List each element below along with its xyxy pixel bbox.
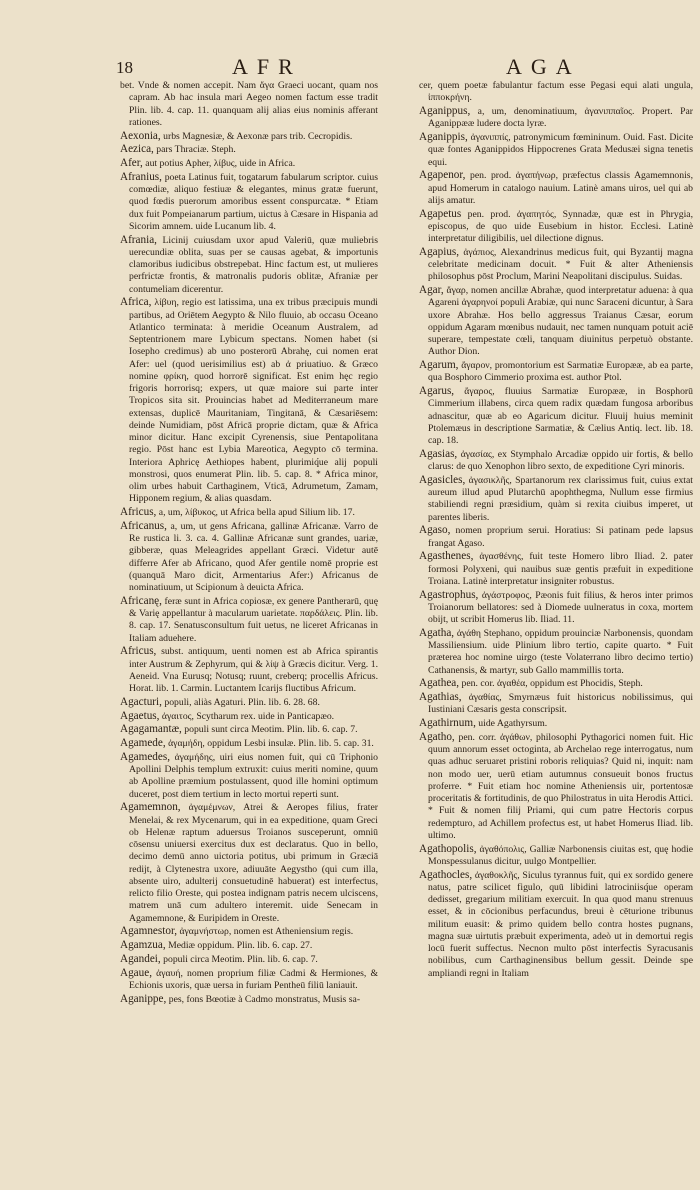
dictionary-entry [120, 143, 378, 156]
entry-headword: Agathopolis, [419, 842, 477, 855]
dictionary-entry [419, 717, 693, 730]
entry-headword: Aganippus, [419, 105, 471, 117]
running-head-right: AGA [506, 54, 581, 79]
entry-text: ἀγανιππίς, patronymicum fœmininum. Ouid. Fast. Dicite quæ fontes Aganippidos Hippocrenes Grata Medusæi signa tenetis equi. [428, 132, 693, 168]
dictionary-entry [419, 627, 693, 677]
entry-text: Mediæ oppidum. Plin. lib. 6. cap. 27. [168, 940, 313, 951]
entry-text: ἀγασίας, ex Stymphalo Arcadiæ oppido uir fortis, & bello clarus: de quo Xenophon libro sexto, de expeditione Cyri minoris. [428, 448, 693, 472]
dictionary-entry [120, 296, 378, 505]
dictionary-entry [120, 80, 378, 129]
entry-headword: Africus, [120, 506, 157, 518]
dictionary-entry [419, 359, 693, 385]
entry-headword: Agagamantæ, [120, 723, 182, 736]
entry-headword: Aexonia, [120, 129, 161, 142]
entry-headword: Africanę, [120, 594, 162, 607]
entry-text: uide Agathyrsum. [478, 718, 548, 729]
entry-headword: Agastrophus, [419, 588, 479, 601]
dictionary-entry [120, 939, 378, 952]
dictionary-entry [120, 925, 378, 938]
dictionary-entry [419, 105, 693, 131]
dictionary-entry [419, 550, 693, 588]
entry-text: poeta Latinus fuit, togatarum fabularum scriptor. cuius comœdiæ, aliquo festiuæ & elegantes, minus gratæ fuerunt, quod fœdis puerorum amoribus essent conspurcatæ. * Etiam dux fuit Pompeianarum partium, uictus à Cæsare in Hispania ad Sicorim amnem. uide Lucanum lib. 4. [129, 171, 378, 232]
entry-headword: Agatha, [419, 626, 455, 639]
entry-headword: Afrania, [120, 233, 157, 246]
entry-headword: Agarus, [419, 385, 455, 397]
dictionary-entry [120, 234, 378, 296]
dictionary-entry [419, 284, 693, 359]
dictionary-entry [419, 843, 693, 869]
entry-text: ἀγάστροφος, Pæonis fuit filius, & heros inter primos Troianorum bellatores: sed à Diomede uulneratus in coxa, mortem obijt, ut scribit Homerus lib. Iliad. 11. [428, 589, 693, 625]
entry-text: bet. Vnde & nomen accepit. Nam ἄγα Graeci uocant, quam nos capram. Ab hac insula mari Aegeo nomen factum esse tradit Plin. lib. 4. cap. 11. quanquam alij alias eius nominis afferant rationes. [120, 80, 378, 128]
entry-headword: Agandei, [120, 952, 161, 965]
running-head-left: AFR [232, 54, 302, 79]
entry-headword: Agaetus, [120, 709, 160, 722]
entry-text: pen. cor. ἀγαθέα, oppidum est Phocidis, Steph. [461, 678, 643, 690]
dictionary-entry [419, 589, 693, 627]
right-column [419, 80, 693, 1178]
entry-text: pes, fons Bœotiæ à Cadmo monstratus, Musis sa- [168, 993, 361, 1005]
dictionary-entry [120, 157, 378, 170]
dictionary-entry [120, 993, 378, 1006]
entry-text: ἄγαρον, promontorium est Sarmatiæ Europææ, ab ea parte, qua Bosphoro Cimmerio proxima est. author Ptol. [428, 360, 693, 384]
entry-text: ἀγαθοκλῆς, Siculus tyrannus fuit, qui ex sordido genere natus, patre scilicet figulo, quū libidini latrociniisq́ue operam dedisset, gregarium militiam exercuit. In qua quod manu strenuus esset, & in cōcionibus perfacundus, breui è cēturione tribunus militum euasit: & primo quidem bello contra hostes pugnans, magna suæ uirtutis præbuit experimenta, adeò ut in demortui regis locū fuerit suffectus. Necnon multo pōst interfectis Syracusanis nobilibus, cum Carthaginensibus bellum gessit. Deinde spe ampliandi regni in Italiam [428, 869, 693, 979]
entry-text: pen. prod. ἀγαπήνωρ, præfectus classis Agamemnonis, apud Homerum in catalogo nauium. Latinè amans uiros, uel qui ab alijs amatur. [428, 170, 693, 206]
dictionary-entry [419, 385, 693, 447]
entry-headword: Aganippis, [419, 131, 468, 143]
entry-headword: Agarum, [419, 359, 459, 371]
entry-headword: Agathirnum, [419, 717, 476, 729]
entry-text: nomen proprium serui. Horatius: Si patinam pede lapsus frangat Agaso. [428, 525, 693, 549]
entry-text: pars Thraciæ. Steph. [156, 144, 236, 156]
entry-headword: Agasicles, [419, 473, 466, 486]
dictionary-entry [120, 696, 378, 709]
entry-headword: Agacturi, [120, 695, 162, 708]
entry-text: subst. antiquum, uenti nomen est ab Africa spirantis inter Austrum & Zephyrum, qui & λίψ à Græcis dicitur. Verg. 1. Aeneid. Vna Eurusq; Notusq; ruunt, creberq; procellis Africus. Horat. lib. 1. Carmin. Luctantem Icarijs fluctibus Africum. [129, 646, 378, 694]
entry-text: pen. corr. ἀγάθων, philosophi Pythagorici nomen fuit. Hic quum annorum esset octoginta, ab Archelao rege interrogatus, num quas adhuc seruaret pristini roboris reliquias? Quid ni, inquit: nam non modo uer, uerū etiam autumnus consueuit bonos fructus proferre. * Fuit etiam hoc nomine Atheniensis uir, portentosæ proceritatis & fortitudinis, de quo Philostratus in uita Herodis Attici. * Fuit & nomen filij Priami, qui cum patre Hectoris corpus redempturo, ad Achillem profectus est, ut habet Homerus Iliad. lib. ultimo. [428, 731, 693, 841]
dictionary-entry [120, 595, 378, 645]
dictionary-entry [419, 131, 693, 169]
dictionary-entry [120, 751, 378, 801]
entry-text: λίβυη, regio est latissima, una ex tribus præcipuis mundi partibus, ad Oriētem Aegypto & Nilo fluuio, ab occasu Oceano Atlantico terminata: à meridie Oceanum Australem, ad Septentrionem mare Lybicum spectans. Nomen habet (si Iosepho credimus) ab uno posterorū Abrahę, cui nomen erat Afer: uel (quod uerisimilius est) ab ἀ priuatiuo. & Græco nomine φρίκη, quod horrorē significat. Est enim hęc regio frigoris horrorisq; expers, ut quæ maiore sui parte inter Tropicos sita sit. Prouincias habet ad Mediterraneum mare extensas, duplicē Mauritaniam, Tingitanā, & Cæsariēsem: deinde Numidiam, pōst Africā proprie dictam, quæ & Africa minor dicitur. Hanc excipit Cyrenensis, siue Pentapolitana regio. Pōst hanc est Lybia Mareotica, Aegypto cō termina. Interiora Aphricę Aethiopes habent, plurimiq́ue alij populi monstrosi, quos enumerat Plin. lib. 5. cap. 8. * Africa minor, olim urbes habuit Carthaginem, Vticā, Adrumetum, Zamam, Hipponem regium, & alias quasdam. [129, 297, 378, 505]
entry-headword: Africus, [120, 645, 157, 658]
entry-headword: Agatho, [419, 730, 455, 743]
entry-headword: Agathocles, [419, 868, 473, 881]
entry-headword: Aezica, [120, 143, 154, 156]
dictionary-entry [419, 524, 693, 550]
entry-headword: Aganippe, [120, 992, 167, 1005]
entry-text: ἀγαμήδη, oppidum Lesbi insulæ. Plin. lib. 5. cap. 31. [168, 738, 374, 749]
dictionary-entry [419, 731, 693, 842]
entry-text: ἄγαρ, nomen ancillæ Abrahæ, quod interpretatur aduena: à qua Agareni ἀγαρηνοί populi Arabiæ, qui nunc Saraceni dicuntur, à Sara uxore Abrahæ. Hos bello aggressus Traianus Cæsar, eorum oppidum Agaram mœnibus nudauit, nec tamen nunquam potuit aciē superare, tempestate cœli, tanquam diuinitus perpetuò obstante. Author Dion. [428, 285, 693, 358]
entry-headword: Agamede, [120, 737, 166, 749]
entry-text: populi circa Meotim. Plin. lib. 6. cap. 7. [163, 953, 318, 965]
entry-text: feræ sunt in Africa copiosæ, ex genere Pantherarū, quę & Varię appellantur à macularum uarietate. παρδάλεις. Plin. lib. 8. cap. 17. Senatusconsultum fuit uetus, ne liceret Africanas in Italiam aduehere. [129, 595, 378, 644]
entry-text: a, um, denominatiuum, ἀγανιππαῖος. Propert. Par Aganippææ ludere docta lyræ. [428, 106, 693, 130]
entry-text: ἀγασικλῆς, Spartanorum rex clarissimus fuit, cuius extat aureum illud apud Plutarchū apophthegma, Nullum esse firmius stabiliendi regni præsidium, quàm si rexita ciuibus imperet, ut parentes liberis. [428, 474, 693, 523]
dictionary-entry [120, 723, 378, 736]
entry-text: ἀγαθόπολις, Galliæ Narbonensis ciuitas est, quę hodie Monspessulanus dicitur, uulgo Montpellier. [428, 843, 693, 867]
entry-text: ἀγαμήδης, uiri eius nomen fuit, qui cū Triphonio Apollini Delphis templum extruxit: cuius meriti nomine, quum ab Apolline præmium postulassent, quod ille homini optimum duceret, post diem tertium in lecto mortui reperti sunt. [129, 751, 378, 800]
dictionary-entry [419, 208, 693, 246]
left-column [120, 80, 378, 1178]
entry-headword: Agamedes, [120, 750, 171, 763]
entry-text: pen. prod. ἀγαπητός, Synnadæ, quæ est in Phrygia, episcopus, de quo uide Eusebium in histor. Ecclesi. Latinè interpretatur diligibilis, uel dilectione dignus. [428, 208, 693, 244]
entry-headword: Agamemnon, [120, 801, 181, 814]
dictionary-entry [120, 967, 378, 993]
entry-text: ἀγάθη Stephano, oppidum prouinciæ Narbonensis, quondam Massiliensium. uide Plinium libro tertio, capite quarto. * Fuit præterea hoc nomine uirgo (teste Volaterrano libro decimo tertio) Cathanensis, & martyr, sub Gallo mammillis torta. [428, 627, 693, 676]
entry-headword: Agaso, [419, 524, 451, 537]
entry-text: cer, quem poetæ fabulantur factum esse Pegasi equi alati ungula, ἱπποκρήνη. [419, 80, 693, 104]
entry-headword: Agapetus [419, 207, 462, 220]
entry-text: ἀγαιτος, Scytharum rex. uide in Panticapæo. [161, 710, 335, 722]
entry-headword: Agathea, [419, 677, 460, 690]
entry-headword: Agamnestor, [120, 925, 178, 938]
entry-text: a, um, λίβυκος, ut Africa bella apud Silium lib. 17. [158, 507, 355, 518]
entry-text: aut potius Apher, λίβυς, uide in Africa. [145, 158, 296, 169]
dictionary-entry [120, 801, 378, 925]
dictionary-entry [120, 130, 378, 143]
entry-text: populi, aliàs Agaturi. Plin. lib. 6. 28. 68. [164, 696, 320, 708]
dictionary-entry [419, 448, 693, 474]
entry-headword: Agasthenes, [419, 550, 474, 563]
entry-text: ἀγάπιος, Alexandrinus medicus fuit, qui Byzantij magna celebritate medicinam docuit. * Fuit & alter Atheniensis philosophus pōst Proclum, Marini Neapolitani discipulus. Suidas. [428, 246, 693, 283]
entry-headword: Agasias, [419, 447, 458, 460]
dictionary-entry [120, 710, 378, 723]
entry-headword: Agaue, [120, 966, 152, 979]
entry-text: ἄγαρος, fluuius Sarmatiæ Europææ, in Bosphorū Cimmerium illabens, circa quem radix quædam fungosa arboribus adnascitur, quæ ab eo Agaricum dicitur. Fluuij huius meminit Ptolemæus in descriptione Sarmatiæ, & Cælius Antiq. lect. lib. 18. cap. 18. [428, 386, 693, 446]
dictionary-entry [120, 737, 378, 750]
dictionary-entry [120, 171, 378, 233]
entry-text: ἀγαμνήστωρ, nomen est Atheniensium regis. [179, 926, 354, 938]
entry-headword: Africa, [120, 296, 152, 309]
dictionary-entry [419, 677, 693, 690]
dictionary-entry [419, 869, 693, 980]
dictionary-entry [419, 169, 693, 207]
dictionary-entry [120, 953, 378, 966]
entry-headword: Africanus, [120, 519, 167, 532]
entry-headword: Afer, [120, 157, 143, 169]
entry-headword: Afranius, [120, 170, 162, 183]
dictionary-entry [120, 506, 378, 519]
entry-text: urbs Magnesiæ, & Aexonæ pars trib. Cecropidis. [163, 130, 353, 142]
dictionary-entry [419, 474, 693, 524]
dictionary-entry [419, 246, 693, 284]
entry-text: ἀγαθίας, Smyrnæus fuit historicus nobilissimus, qui Iustiniani Cæsaris gesta conscripsit. [428, 692, 693, 716]
dictionary-entry [419, 80, 693, 105]
dictionary-entry [120, 645, 378, 695]
entry-text: ἀγαυή, nomen proprium filiæ Cadmi & Hermiones, & Echionis uxoris, quæ uersa in furiam Pentheū filiū laniauit. [129, 967, 378, 991]
entry-text: Licinij cuiusdam uxor apud Valeriū, quæ muliebris uerecundiæ oblita, suas per se causas agebat, & importunis clamoribus iudicibus obstrepebat. Hinc factum est, ut mulieres perfrictæ frontis, & matronalis pudoris oblitæ, Afraniæ per contumeliam dicerentur. [129, 234, 378, 295]
dictionary-entry [120, 520, 378, 595]
entry-text: ἀγαμέμνων, Atrei & Aeropes filius, frater Menelai, & rex Mycenarum, qui in ea expeditione, quam Greci ob Helenæ raptum aduersus Troianos susceperunt, omniū cōsensu uniuersi exercitus dux est declaratus. Quo in bello, decimo demū anno uictoria potitus, ubi primum in Græciā redijt, à Clytenestra uxore, adiuuāte Aegystho (qui cum illa, absente uiro, adulterij consuetudinē habuerat) est interfectus, relicto filio Oreste, qui postea indignam patris necem ulciscens, matrem unā cum adultero interemit. uide Senecam in Agamemnone, & Euripidem in Oreste. [129, 802, 378, 924]
entry-text: ἀγασθένης, fuit teste Homero libro Iliad. 2. pater formosi Polyxeni, qui nauibus suæ gentis præfuit in expeditione Troiana. Latinè interpretatur insigniter robustus. [428, 551, 693, 587]
dictionary-entry [419, 691, 693, 717]
entry-headword: Agapius, [419, 245, 460, 258]
entry-text: populi sunt circa Meotim. Plin. lib. 6. cap. 7. [184, 724, 358, 736]
entry-headword: Agar, [419, 284, 444, 296]
entry-headword: Agapenor, [419, 169, 466, 182]
entry-headword: Agamzua, [120, 939, 166, 951]
page-number: 18 [116, 58, 133, 77]
entry-text: a, um, ut gens Africana, gallinæ Africanæ. Varro de Re rustica li. 3. ca. 4. Gallinæ Africanæ sunt grandes, uariæ, gibberæ, quas Meleagrides appellant Græci. Videtur autē differre Afer ab Africano, quod Afer gentile nomē proprie est (quanquā Maro dicit, Armentarius Afer:) Africanus de nominatiuum, ut Scipionum à deuicta Africa. [129, 520, 378, 593]
entry-headword: Agathias, [419, 691, 462, 703]
